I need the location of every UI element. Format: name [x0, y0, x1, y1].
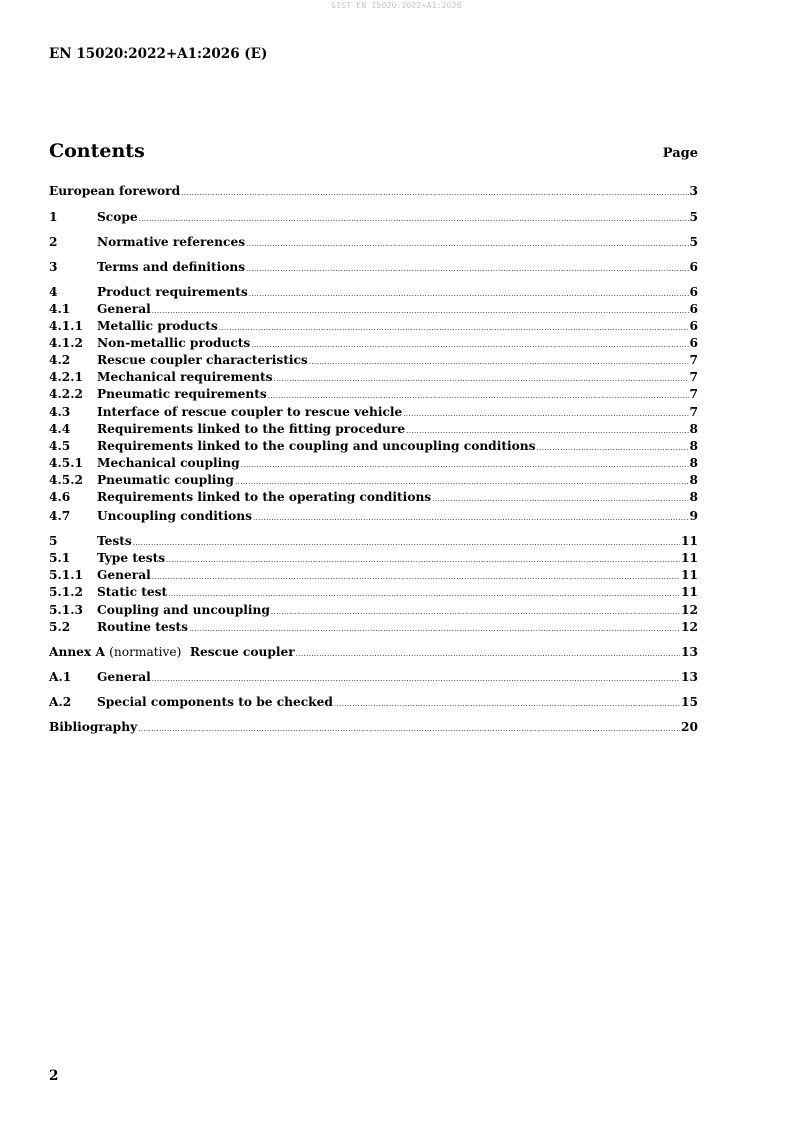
annex-label: Annex A	[49, 645, 105, 659]
toc-entry-number: 1	[49, 210, 58, 224]
toc-entry-page: 6	[689, 260, 698, 274]
toc-entry-number: 4	[49, 285, 58, 299]
toc-entry-1[interactable]	[49, 209, 698, 226]
toc-entry-page: 8	[689, 439, 698, 453]
toc-entry-title: Mechanical requirements	[97, 370, 273, 384]
toc-entry-title: Static test	[97, 585, 168, 599]
toc-entry-4-1-1[interactable]	[49, 318, 698, 335]
toc-entry-page: 6	[689, 285, 698, 299]
toc-entry-a-1[interactable]	[49, 669, 698, 686]
toc-entry-4-2-2[interactable]	[49, 386, 698, 403]
toc-entry-4-4[interactable]	[49, 421, 698, 438]
toc-entry-page: 7	[689, 370, 698, 384]
toc-entry-number: 4.1.2	[49, 336, 83, 350]
toc-entry-title: Mechanical coupling	[97, 456, 240, 470]
toc-entry-title: Normative references	[97, 235, 246, 249]
toc-entry-title: Pneumatic requirements	[97, 387, 267, 401]
toc-entry-number: 5.1.2	[49, 585, 83, 599]
toc-entry-title: Uncoupling conditions	[97, 509, 252, 523]
dot-leader	[268, 388, 689, 405]
toc-entry-title: Routine tests	[97, 620, 188, 634]
toc-entry-number: 3	[49, 260, 58, 274]
toc-entry-title: Tests	[97, 534, 132, 548]
toc-entry-page: 6	[689, 336, 698, 350]
dot-leader	[296, 646, 680, 663]
toc-entry-page: 11	[681, 551, 698, 565]
dot-leader	[246, 236, 688, 253]
toc-entry-title: Rescue coupler characteristics	[97, 353, 308, 367]
toc-entry-5-1-3[interactable]	[49, 602, 698, 619]
dot-leader	[432, 491, 688, 508]
toc-entry-4-1-2[interactable]	[49, 335, 698, 352]
toc-entry-title: Non-metallic products	[97, 336, 251, 350]
toc-entry-title: General	[97, 302, 151, 316]
toc-entry-4-5-2[interactable]	[49, 472, 698, 489]
toc-entry-number: 4.2.2	[49, 387, 83, 401]
toc-entry-title: Scope	[97, 210, 138, 224]
toc-entry-number: 4.4	[49, 422, 71, 436]
toc-entry-number: A.2	[49, 695, 72, 709]
toc-entry-page: 12	[681, 620, 698, 634]
toc-entry-page: 7	[689, 387, 698, 401]
toc-entry-5-1-2[interactable]	[49, 584, 698, 601]
toc-entry-5-1-1[interactable]	[49, 567, 698, 584]
toc-entry-page: 5	[689, 235, 698, 249]
toc-entry-number: 4.5	[49, 439, 71, 453]
toc-entry-page: 15	[681, 695, 698, 709]
toc-entry-page: 13	[681, 670, 698, 684]
dot-leader	[181, 185, 688, 202]
toc-entry-page: 5	[689, 210, 698, 224]
toc-entry-number: 4.5.1	[49, 456, 83, 470]
toc-entry-title: Interface of rescue coupler to rescue vehicle	[97, 405, 403, 419]
toc-entry-page: 20	[681, 720, 698, 734]
toc-entry-page: 13	[681, 645, 698, 659]
toc-entry-title: Pneumatic coupling	[97, 473, 234, 487]
toc-entry-page: 8	[689, 490, 698, 504]
toc-entry-5-1[interactable]	[49, 550, 698, 567]
toc-entry-number: 4.7	[49, 509, 71, 523]
annex-title: Rescue coupler	[189, 645, 295, 659]
dot-leader	[168, 586, 680, 603]
toc-entry-title: Requirements linked to the operating conditions	[97, 490, 432, 504]
toc-entry-number: 4.2	[49, 353, 71, 367]
dot-leader	[152, 671, 680, 688]
toc-entry-page: 7	[689, 353, 698, 367]
annex-annotation: (normative)	[109, 645, 182, 659]
toc-entry-title: Special components to be checked	[97, 695, 333, 709]
toc-entry-5[interactable]	[49, 533, 698, 550]
toc-entry-title: Terms and definitions	[97, 260, 246, 274]
toc-entry-5-2[interactable]	[49, 619, 698, 636]
toc-entry-european-foreword[interactable]	[49, 183, 698, 200]
toc-entry-title	[49, 644, 295, 661]
toc-entry-number: 4.3	[49, 405, 71, 419]
toc-entry-title: General	[97, 568, 151, 582]
page-column-label: Page	[662, 146, 698, 161]
toc-entry-4-6[interactable]	[49, 489, 698, 506]
toc-entry-page: 11	[681, 568, 698, 582]
toc-entry-number: 4.1.1	[49, 319, 83, 333]
dot-leader	[138, 721, 680, 738]
page-number: 2	[49, 1068, 59, 1084]
dot-leader	[189, 621, 680, 638]
toc-entry-4-5-1[interactable]	[49, 455, 698, 472]
toc-entry-title: Requirements linked to the coupling and uncoupling conditions	[97, 439, 536, 453]
toc-entry-title: Metallic products	[97, 319, 218, 333]
toc-entry-title: General	[97, 670, 151, 684]
toc-entry-title: Product requirements	[97, 285, 248, 299]
toc-entry-page: 7	[689, 405, 698, 419]
toc-entry-number: 5.1.1	[49, 568, 83, 582]
toc-entry-bibliography[interactable]	[49, 719, 698, 736]
toc-entry-page: 12	[681, 603, 698, 617]
dot-leader	[246, 261, 688, 278]
toc-entry-page: 6	[689, 302, 698, 316]
dot-leader	[139, 211, 689, 228]
dot-leader	[334, 696, 680, 713]
toc-entry-page: 6	[689, 319, 698, 333]
toc-entry-4-2-1[interactable]	[49, 369, 698, 386]
toc-entry-number: 2	[49, 235, 58, 249]
toc-entry-4-3[interactable]	[49, 404, 698, 421]
toc-entry-page: 11	[681, 585, 698, 599]
toc-entry-page: 8	[689, 456, 698, 470]
watermark: SIST EN 15020:2022+A1:2026	[331, 1, 462, 10]
toc-entry-number: 5.1	[49, 551, 71, 565]
toc-entry-3[interactable]	[49, 259, 698, 276]
toc-entry-title: Requirements linked to the fitting procedure	[97, 422, 406, 436]
contents-title: Contents	[49, 140, 145, 162]
toc-entry-4[interactable]	[49, 284, 698, 301]
toc-entry-4-5[interactable]	[49, 438, 698, 455]
toc-entry-number: 4.1	[49, 302, 71, 316]
toc-entry-4-7[interactable]	[49, 508, 698, 525]
toc-entry-number: A.1	[49, 670, 72, 684]
toc-entry-page: 9	[689, 509, 698, 523]
toc-entry-page: 8	[689, 473, 698, 487]
toc-entry-2[interactable]	[49, 234, 698, 251]
document-id: EN 15020:2022+A1:2026 (E)	[49, 46, 268, 62]
toc-entry-number: 4.5.2	[49, 473, 83, 487]
toc-entry-number: 4.2.1	[49, 370, 83, 384]
toc-entry-a-2[interactable]	[49, 694, 698, 711]
toc-entry-number: 5.1.3	[49, 603, 83, 617]
toc-entry-title: Type tests	[97, 551, 166, 565]
dot-leader	[253, 510, 689, 527]
toc-entry-title: Coupling and uncoupling	[97, 603, 270, 617]
toc-entry-page: 8	[689, 422, 698, 436]
toc-entry-number: 4.6	[49, 490, 71, 504]
toc-entry-number: 5.2	[49, 620, 71, 634]
toc-entry-page: 11	[681, 534, 698, 548]
toc-entry-page: 3	[689, 184, 698, 198]
toc-entry-annex-a[interactable]	[49, 644, 698, 661]
toc-entry-title: European foreword	[49, 184, 181, 198]
toc-entry-4-1[interactable]	[49, 301, 698, 318]
toc-entry-title: Bibliography	[49, 720, 138, 734]
toc-entry-number: 5	[49, 534, 58, 548]
toc-entry-4-2[interactable]	[49, 352, 698, 369]
